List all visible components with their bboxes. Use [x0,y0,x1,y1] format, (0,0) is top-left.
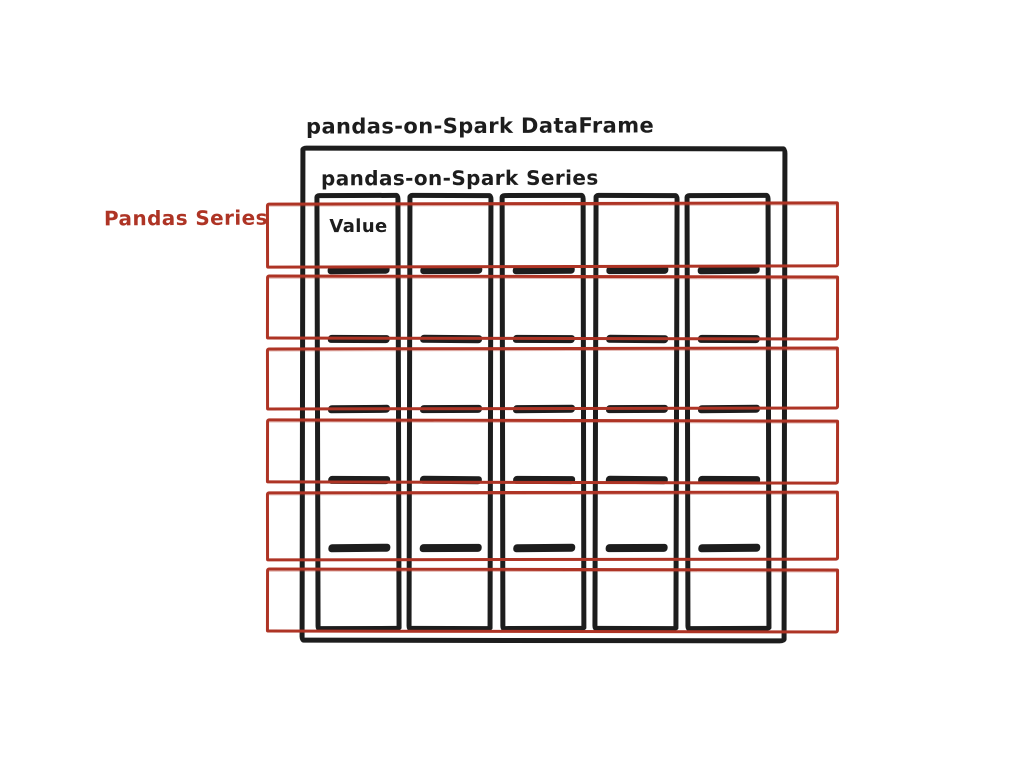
pandas-series-row-2 [266,275,839,341]
pandas-series-row-4 [266,418,839,484]
pandas-on-spark-series-label: pandas-on-Spark Series [320,165,599,191]
pandas-series-row-1 [266,201,839,268]
pandas-series-side-label: Pandas Series [103,205,268,231]
pandas-series-row-3 [266,347,839,411]
pandas-series-row-6 [266,568,839,634]
dataframe-title: pandas-on-Spark DataFrame [305,113,655,139]
pandas-series-row-5 [266,491,839,562]
cell-value-label: Value [329,215,388,238]
